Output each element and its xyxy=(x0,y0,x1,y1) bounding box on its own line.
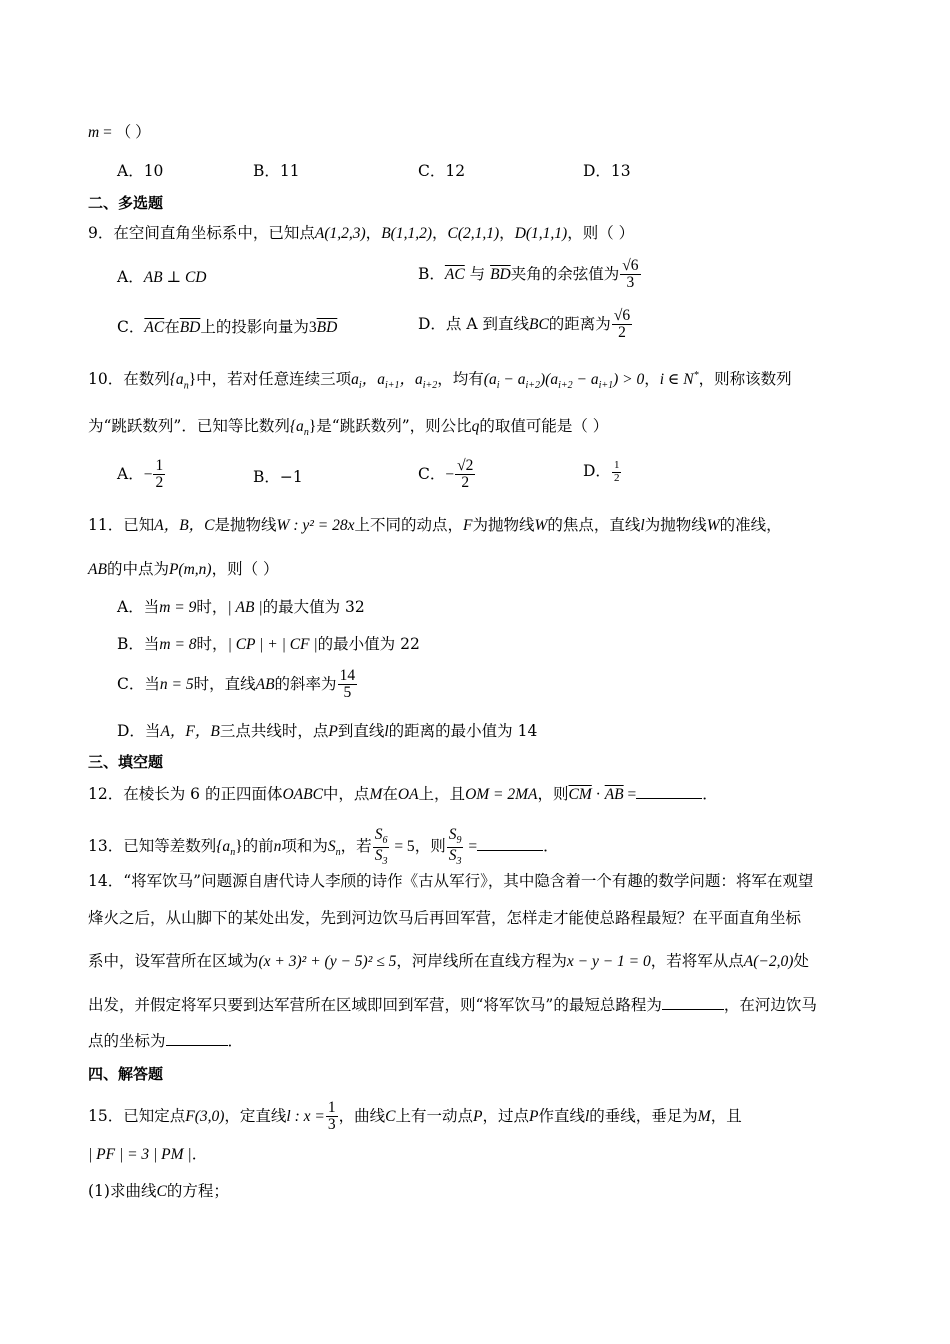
q12-answer-blank[interactable] xyxy=(636,784,702,799)
vector-bd: $\overline{BD}$ xyxy=(490,265,511,283)
q14-line1: 14．“将军饮马”问题源自唐代诗人李颀的诗作《古从军行》，其中隐含着一个有趣的数学问题：将军在观望 xyxy=(88,872,814,890)
q9-option-d: D．点 A 到直线BC的距离为 $\frac{√6}{2}$ xyxy=(418,307,631,342)
q11-option-b: B．当m = 8时，| CP | + | CF |的最小值为 22 xyxy=(117,635,420,653)
q15-subquestion-1: (1)求曲线C的方程； xyxy=(88,1182,229,1200)
q14-line3: 系中，设军营所在区域为(x + 3)² + (y − 5)² ≤ 5，河岸线所在直线方程为x − y − 1 = 0，若将军从点A(−2,0)处 xyxy=(88,952,809,970)
q10-option-c: C．− $\frac{√2}{2}$ xyxy=(418,457,474,492)
q15-condition: | PF | = 3 | PM |． xyxy=(88,1145,208,1163)
q12-stem: 12．在棱长为 6 的正四面体OABC中，点M在OA上，且OM = 2MA，则$\overline{CM} \cdot \overline{AB}$ = ． xyxy=(88,785,718,803)
point-a: A(1,2,3) xyxy=(314,225,366,242)
q11-option-d: D．当A，F，B三点共线时，点P到直线l的距离的最小值为 14 xyxy=(117,722,538,740)
q8-eq: = （ ） xyxy=(99,124,151,141)
q10-inequality: $(a_i - a_{i+2})(a_{i+2} - a_{i+1}) > 0$ xyxy=(483,371,645,392)
point-c: C(2,1,1) xyxy=(447,225,500,242)
q13-answer-blank[interactable] xyxy=(477,836,543,851)
q10-terms: $a_i$，$a_{i+1}$，$a_{i+2}$ xyxy=(351,371,438,392)
q9-stem: 9．在空间直角坐标系中，已知点A(1,2,3)，B(1,1,2)，C(2,1,1)，D(1,1,1)，则（ ） xyxy=(88,224,635,242)
q14-answer-blank-point[interactable] xyxy=(166,1031,228,1046)
q11-stem-line2: AB的中点为P(m,n)，则（ ） xyxy=(88,560,279,578)
vector-ac: $\overline{AC}$ xyxy=(444,265,465,283)
q9-option-c: C．$\overline{AC}$在$\overline{BD}$上的投影向量为$3\overline{BD}$ xyxy=(117,318,338,336)
point-d: D(1,1,1) xyxy=(514,225,568,242)
section-heading-multiple-choice: 二、多选题 xyxy=(88,194,164,212)
q11-stem-line1: 11．已知A，B，C是抛物线W : y² = 28x上不同的动点，F为抛物线W的焦点，直线l为抛物线W的准线， xyxy=(88,516,782,534)
river-line: x − y − 1 = 0 xyxy=(566,953,651,970)
q8-option-d: D．13 xyxy=(583,162,631,180)
q15-stem: 15．已知定点F(3,0)，定直线l : x = $\frac{1}{3}$ ，曲线C上有一动点P，过点P作直线l的垂线，垂足为M，且 xyxy=(88,1099,742,1134)
q10-option-d: D． $\frac{1}{2}$ xyxy=(583,459,620,484)
q10-option-b: B．−1 xyxy=(253,468,303,486)
q14-line5: 点的坐标为 ． xyxy=(88,1032,244,1050)
q10-option-a: A．− $\frac{1}{2}$ xyxy=(117,457,164,492)
q8-option-b: B．11 xyxy=(253,162,300,180)
point-b: B(1,1,2) xyxy=(381,225,432,242)
q11-option-c: C．当n = 5时，直线AB的斜率为 $\frac{14}{5}$ xyxy=(117,667,356,702)
q14-answer-blank-distance[interactable] xyxy=(662,995,724,1010)
parabola-equation: W : y² = 28x xyxy=(276,517,355,534)
q10-stem-line1: 10．在数列$\{a_n\}$中，若对任意连续三项$a_i$，$a_{i+1}$，$a_{i+2}$，均有$(a_i - a_{i+2})(a_{i+2} - a_{i+1}) > 0$，i ∈ N*，则称该数列 xyxy=(88,370,792,392)
q8-option-c: C．12 xyxy=(418,162,466,180)
section-heading-solutions: 四、解答题 xyxy=(88,1065,164,1083)
q13-stem: 13．已知等差数列$\{a_n\}$的前n项和为$S_n$，若 $\frac{S_6}{S_3}$ = 5，则 $\frac{S_9}{S_3}$ = ． xyxy=(88,826,559,867)
section-heading-fill-in: 三、填空题 xyxy=(88,753,164,771)
q8-m: m xyxy=(88,124,100,141)
q9-option-a: A．AB ⊥ CD xyxy=(117,268,207,286)
q14-line2: 烽火之后，从山脚下的某处出发，先到河边饮马后再回军营，怎样走才能使总路程最短？在平面直角坐标 xyxy=(88,909,802,927)
q9-option-b: B．$\overline{AC}$ 与 $\overline{BD}$夹角的余弦值为 $\frac{√6}{3}$ xyxy=(418,257,639,292)
q10-stem-line2: 为“跳跃数列”．已知等比数列$\{a_n\}$是“跳跃数列”，则公比q的取值可能是（ ） xyxy=(88,417,609,439)
q14-line4: 出发，并假定将军只要到达军营所在区域即回到军营，则“将军饮马”的最短总路程为 ，在河边饮马 xyxy=(88,996,817,1014)
q8-stem-tail xyxy=(88,121,151,144)
q11-option-a: A．当m = 9时，| AB |的最大值为 32 xyxy=(117,598,365,616)
q8-option-a: A．10 xyxy=(117,162,164,180)
camp-region: (x + 3)² + (y − 5)² ≤ 5 xyxy=(258,953,397,970)
